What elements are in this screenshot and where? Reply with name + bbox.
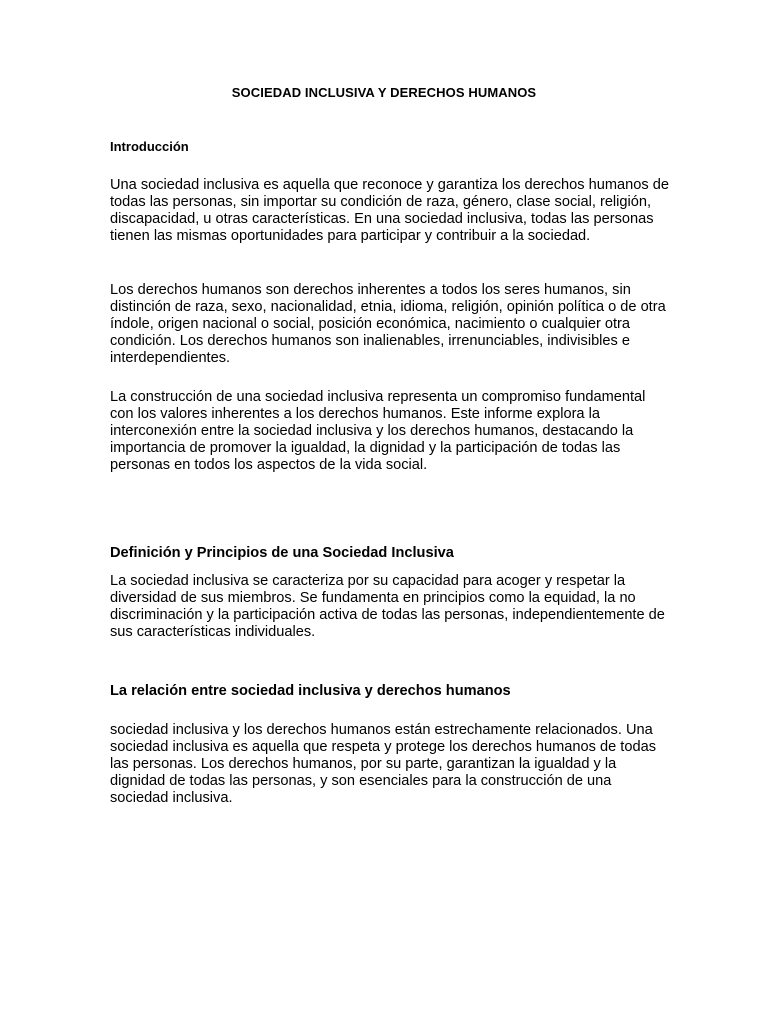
introduction-paragraph-3: La construcción de una sociedad inclusiva representa un compromiso fundamental con los valores inherentes a los derechos humanos. Este informe explora la interconexión entre la sociedad inclusiva y los derechos humanos, destacando la importancia de promover la igualdad, la dignidad y la participación de todas las personas en todos los aspectos de la vida social. xyxy=(110,389,646,473)
relation-section-paragraph: sociedad inclusiva y los derechos humanos están estrechamente relacionados. Una sociedad inclusiva es aquella que respeta y protege los derechos humanos de todas las personas. Los derechos humanos, por su parte, garantizan la igualdad y la dignidad de todas las personas, y son esenciales para la construcción de una sociedad inclusiva. xyxy=(110,722,656,806)
relation-section-heading: La relación entre sociedad inclusiva y derechos humanos xyxy=(110,683,511,699)
definition-section-heading: Definición y Principios de una Sociedad Inclusiva xyxy=(110,545,454,561)
introduction-paragraph-1: Una sociedad inclusiva es aquella que reconoce y garantiza los derechos humanos de todas las personas, sin importar su condición de raza, género, clase social, religión, discapacidad, u otras características. En una sociedad inclusiva, todas las personas tienen las mismas oportunidades para participar y contribuir a la sociedad. xyxy=(110,177,669,244)
definition-section-paragraph: La sociedad inclusiva se caracteriza por su capacidad para acoger y respetar la diversidad de sus miembros. Se fundamenta en principios como la equidad, la no discriminación y la participación activa de todas las personas, independientemente de sus características individuales. xyxy=(110,573,665,640)
introduction-paragraph-2: Los derechos humanos son derechos inherentes a todos los seres humanos, sin distinción de raza, sexo, nacionalidad, etnia, idioma, religión, opinión política o de otra índole, origen nacional o social, posición económica, nacimiento o cualquier otra condición. Los derechos humanos son inalienables, irrenunciables, indivisibles e interdependientes. xyxy=(110,282,666,366)
introduction-heading: Introducción xyxy=(110,139,189,154)
document-title: SOCIEDAD INCLUSIVA Y DERECHOS HUMANOS xyxy=(231,85,537,100)
